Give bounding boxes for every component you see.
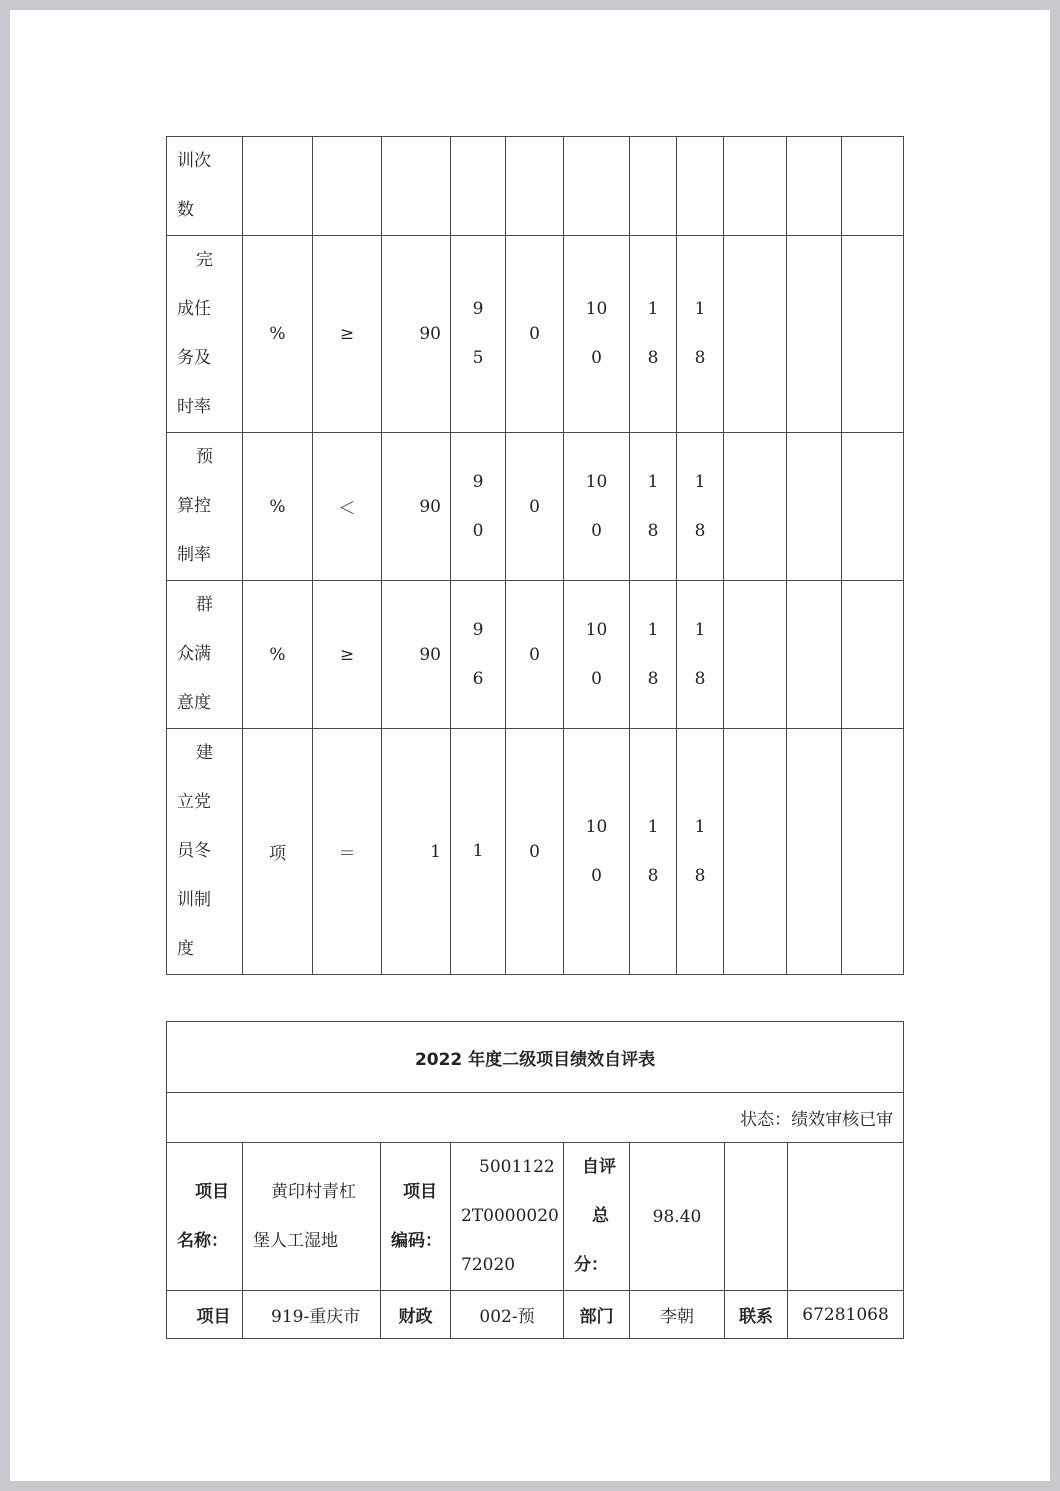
- department-value: 李朝: [630, 1291, 725, 1339]
- value-cell: 0: [506, 581, 564, 729]
- empty-cell: [842, 729, 904, 975]
- project-code-value: 5001122 2T0000020 72020: [451, 1143, 564, 1291]
- score-cell: 1 8: [677, 729, 724, 975]
- value-cell: [506, 137, 564, 236]
- actual-value-cell: 9 6: [451, 581, 506, 729]
- table-row: [167, 433, 904, 581]
- score-cell: 1 8: [677, 581, 724, 729]
- score-cell: 1 8: [677, 236, 724, 433]
- operator-cell: [313, 137, 382, 236]
- project-name-value: 黄印村青杠 堡人工湿地: [243, 1143, 381, 1291]
- value-cell: 0: [506, 729, 564, 975]
- actual-value-cell: 9 5: [451, 236, 506, 433]
- project-name-label: 项目 名称：: [167, 1143, 243, 1291]
- empty-cell: [725, 1143, 788, 1291]
- empty-cell: [724, 433, 787, 581]
- table-row: [167, 581, 904, 729]
- finance-label: 财政: [381, 1291, 451, 1339]
- unit-cell: %: [243, 433, 313, 581]
- empty-cell: [787, 729, 842, 975]
- target-value-cell: 90: [382, 433, 451, 581]
- indicator-name: 完 成任 务及 时率: [167, 236, 243, 433]
- empty-cell: [842, 581, 904, 729]
- form-title: 2022 年度二级项目绩效自评表: [167, 1022, 904, 1093]
- unit-cell: %: [243, 236, 313, 433]
- performance-eval-form: [166, 1021, 904, 1339]
- indicator-name: 预 算控 制率: [167, 433, 243, 581]
- table-row: [167, 236, 904, 433]
- score-cell: 1 8: [630, 729, 677, 975]
- operator-cell: ＜: [313, 433, 382, 581]
- project-code-label: 项目 编码：: [381, 1143, 451, 1291]
- empty-cell: [787, 433, 842, 581]
- empty-cell: [724, 137, 787, 236]
- score-cell: 1 8: [630, 581, 677, 729]
- project-label-row2: 项目: [167, 1291, 243, 1339]
- finance-value: 002-预: [451, 1291, 564, 1339]
- weight-cell: 10 0: [564, 433, 630, 581]
- status-text: 状态：绩效审核已审: [167, 1093, 904, 1143]
- value-cell: 0: [506, 236, 564, 433]
- contact-value: 67281068: [788, 1291, 904, 1339]
- empty-cell: [724, 236, 787, 433]
- operator-cell: ≥: [313, 236, 382, 433]
- indicator-table: [166, 136, 904, 975]
- target-value-cell: [382, 137, 451, 236]
- target-value-cell: 1: [382, 729, 451, 975]
- actual-value-cell: [451, 137, 506, 236]
- weight-cell: 10 0: [564, 581, 630, 729]
- empty-cell: [842, 433, 904, 581]
- target-value-cell: 90: [382, 236, 451, 433]
- operator-cell: ＝: [313, 729, 382, 975]
- score-cell: 1 8: [630, 433, 677, 581]
- empty-cell: [724, 729, 787, 975]
- department-label: 部门: [564, 1291, 630, 1339]
- indicator-name: 群 众满 意度: [167, 581, 243, 729]
- empty-cell: [787, 137, 842, 236]
- score-cell: [630, 137, 677, 236]
- empty-cell: [724, 581, 787, 729]
- weight-cell: 10 0: [564, 236, 630, 433]
- actual-value-cell: 9 0: [451, 433, 506, 581]
- weight-cell: [564, 137, 630, 236]
- self-score-label: 自评 总 分：: [564, 1143, 630, 1291]
- value-cell: 0: [506, 433, 564, 581]
- table-row: [167, 137, 904, 236]
- operator-cell: ≥: [313, 581, 382, 729]
- empty-cell: [842, 236, 904, 433]
- indicator-name: 建 立党 员冬 训制 度: [167, 729, 243, 975]
- target-value-cell: 90: [382, 581, 451, 729]
- self-score-value: 98.40: [630, 1143, 725, 1291]
- empty-cell: [787, 581, 842, 729]
- indicator-name: 训次 数: [167, 137, 243, 236]
- actual-value-cell: 1: [451, 729, 506, 975]
- score-cell: 1 8: [630, 236, 677, 433]
- unit-cell: [243, 137, 313, 236]
- empty-cell: [788, 1143, 904, 1291]
- empty-cell: [787, 236, 842, 433]
- empty-cell: [842, 137, 904, 236]
- score-cell: 1 8: [677, 433, 724, 581]
- score-cell: [677, 137, 724, 236]
- unit-cell: %: [243, 581, 313, 729]
- unit-cell: 项: [243, 729, 313, 975]
- contact-label: 联系: [725, 1291, 788, 1339]
- project-location-value: 919-重庆市: [243, 1291, 381, 1339]
- table-row: [167, 729, 904, 975]
- document-page: [10, 10, 1050, 1481]
- weight-cell: 10 0: [564, 729, 630, 975]
